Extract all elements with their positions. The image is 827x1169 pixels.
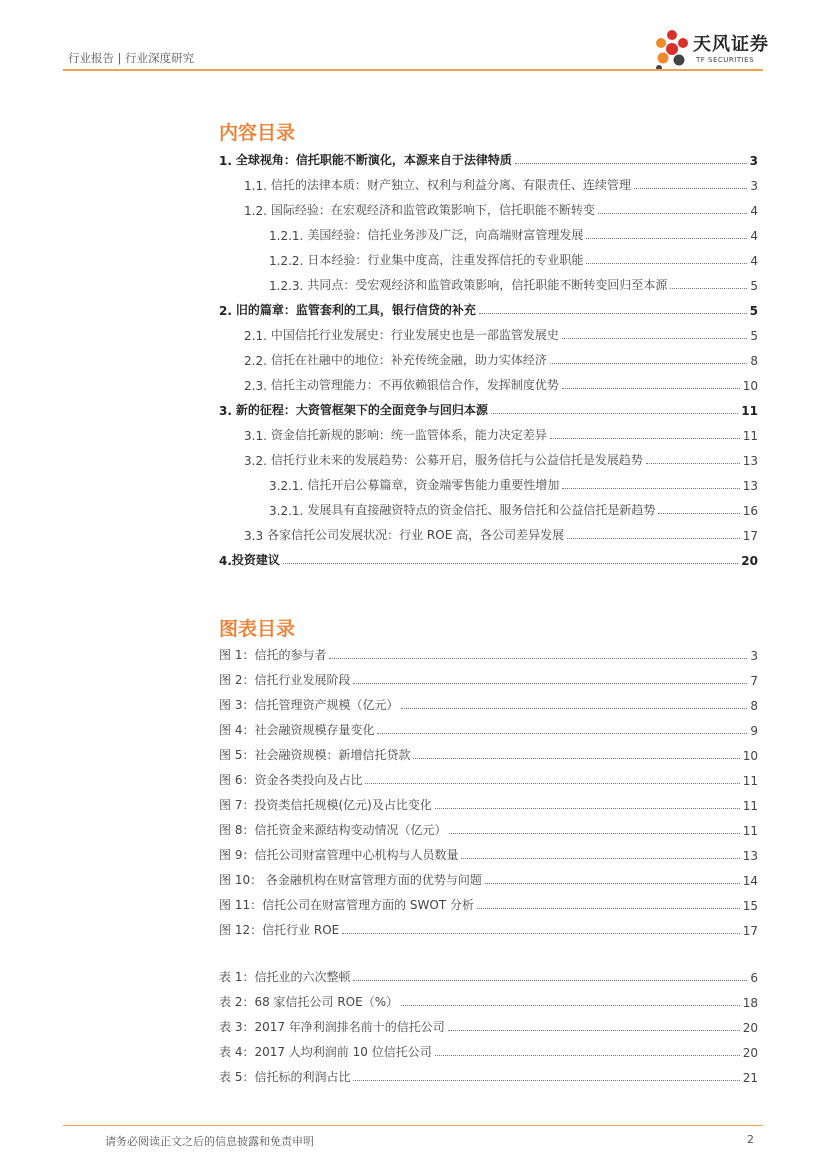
footer-disclaimer: 请务必阅读正文之后的信息披露和免责申明 [105,1135,314,1148]
figure-entry-page: 15 [742,899,758,913]
table-entry[interactable] [219,992,758,1010]
leader-dots [562,488,739,489]
logo-text-en: TF SECURITIES [696,56,755,64]
toc-entry-page: 4 [750,254,758,268]
toc-title: 内容目录 [219,122,296,144]
toc-entry-number: 3.2.1. [269,504,304,518]
figure-entry-page: 7 [750,674,758,688]
leader-dots [567,538,740,539]
toc-entry-page: 8 [750,354,758,368]
leader-dots [413,758,739,759]
leader-dots [658,513,739,514]
leader-dots [477,908,740,909]
figure-entry-text: 图 6：资金各类投向及占比 [219,773,363,787]
leader-dots [401,1005,740,1006]
figure-entry[interactable] [219,895,758,913]
toc-entry-text: 全球视角：信托职能不断演化，本源来自于法律特质 [235,153,512,167]
figure-entry-page: 11 [742,774,758,788]
figure-entry-page: 3 [750,649,758,663]
table-entry-text: 表 1：信托业的六次整顿 [219,970,351,984]
leader-dots [365,783,739,784]
table-entry-page: 6 [750,971,758,985]
leader-dots [401,708,747,709]
toc-entry-page: 10 [742,379,758,393]
footer-rule [63,1125,763,1126]
leader-dots [377,733,747,734]
figure-entry[interactable] [219,645,758,663]
figure-entry-text: 图 8：信托资金来源结构变动情况（亿元） [219,823,447,837]
figure-entry-text: 图 12：信托行业 ROE [219,923,340,937]
leader-dots [562,388,740,389]
toc-entry-page: 3 [750,179,758,193]
toc-entry[interactable] [269,275,758,293]
leader-dots [562,338,747,339]
figure-entry[interactable] [219,695,758,713]
toc-entry-page: 13 [742,479,758,493]
figure-entry[interactable] [219,870,758,888]
table-entry[interactable] [219,1042,758,1060]
toc-entry-page: 11 [741,404,758,418]
figure-entry-text: 图 4：社会融资规模存量变化 [219,723,375,737]
figure-entry-text: 图 1：信托的参与者 [219,648,327,662]
leader-dots [598,213,747,214]
toc-entry[interactable] [269,250,758,268]
figure-entry-page: 14 [742,874,758,888]
toc-entry-page: 17 [742,529,758,543]
toc-entry-text: 资金信托新规的影响：统一监管体系，能力决定差异 [270,428,547,442]
figures-title: 图表目录 [219,618,296,640]
toc-entry[interactable] [244,425,758,443]
toc-entry[interactable] [219,300,758,318]
figure-entry[interactable] [219,820,758,838]
figure-entry-text: 图 11：信托公司在财富管理方面的 SWOT 分析 [219,898,474,912]
toc-entry-page: 20 [741,554,758,568]
toc-entry-number: 2.3. [244,379,267,393]
toc-entry-number: 1.2.1. [269,229,304,243]
logo-flower-icon [652,28,692,72]
figure-entry-page: 8 [750,699,758,713]
toc-entry-text: 各家信托公司发展状况：行业 ROE 高，各公司差异发展 [267,528,565,542]
toc-entry-text: 美国经验：信托业务涉及广泛，向高端财富管理发展 [307,228,584,242]
figure-entry[interactable] [219,920,758,938]
header-breadcrumb: 行业报告 | 行业深度研究 [68,51,195,65]
leader-dots [353,1080,739,1081]
toc-entry[interactable] [244,350,758,368]
leader-dots [479,313,747,314]
toc-entry-text: 新的征程：大资管框架下的全面竞争与回归本源 [235,403,488,417]
header-rule [63,69,763,71]
toc-entry-number: 3.1. [244,429,267,443]
table-entry-text: 表 5：信托标的利润占比 [219,1070,351,1084]
table-entry-text: 表 2：68 家信托公司 ROE（%） [219,995,399,1009]
toc-entry-page: 5 [749,304,758,318]
toc-entry[interactable] [269,225,758,243]
table-entry[interactable] [219,967,758,985]
toc-entry-text: 信托的法律本质：财产独立、权利与利益分离、有限责任、连续管理 [270,178,631,192]
leader-dots [670,288,747,289]
leader-dots [283,563,738,564]
leader-dots [353,980,747,981]
toc-entry-text: 信托主动管理能力：不再依赖银信合作，发挥制度优势 [270,378,559,392]
leader-dots [449,833,739,834]
table-entry-page: 21 [742,1071,758,1085]
toc-entry-page: 13 [742,454,758,468]
table-entry[interactable] [219,1017,758,1035]
figure-entry-page: 11 [742,799,758,813]
logo-text-cn: 天风证券 [693,34,769,55]
leader-dots [550,438,740,439]
toc-entry-page: 3 [749,154,758,168]
leader-dots [491,413,738,414]
toc-entry-page: 4 [750,229,758,243]
toc-entry-number: 1.2. [244,204,267,218]
toc-entry-text: 国际经验：在宏观经济和监管政策影响下，信托职能不断转变 [270,203,595,217]
toc-entry[interactable] [244,325,758,343]
toc-entry-number: 1.2.2. [269,254,304,268]
toc-entry[interactable] [244,200,758,218]
leader-dots [342,933,739,934]
leader-dots [586,263,747,264]
figure-entry-text: 图 10： 各金融机构在财富管理方面的优势与问题 [219,873,482,887]
toc-entry-page: 4 [750,204,758,218]
figure-entry[interactable] [219,720,758,738]
toc-entry-text: 中国信托行业发展史：行业发展史也是一部监管发展史 [270,328,559,342]
toc-entry[interactable] [244,525,758,543]
toc-entry-text: 共同点：受宏观经济和监管政策影响，信托职能不断转变回归至本源 [307,278,668,292]
toc-entry[interactable] [219,400,758,418]
leader-dots [435,808,740,809]
figure-entry-page: 13 [742,849,758,863]
toc-entry-number: 3. [219,404,232,418]
table-entry-text: 表 4：2017 人均利润前 10 位信托公司 [219,1045,432,1059]
figure-entry-page: 17 [742,924,758,938]
figure-entry-page: 9 [750,724,758,738]
leader-dots [448,1030,740,1031]
toc-entry-number: 2.2. [244,354,267,368]
toc-entry-number: 4. [219,554,232,568]
toc-entry[interactable] [219,550,758,568]
figure-entry-text: 图 5：社会融资规模：新增信托贷款 [219,748,411,762]
toc-entry-page: 5 [750,329,758,343]
table-entry-page: 20 [742,1046,758,1060]
toc-entry-number: 1.2.3. [269,279,304,293]
toc-entry-number: 2.1. [244,329,267,343]
toc-entry-number: 3.3 [244,529,264,543]
toc-entry-number: 3.2.1. [269,479,304,493]
figure-entry-page: 10 [742,749,758,763]
leader-dots [329,658,747,659]
leader-dots [515,163,747,164]
table-entry-page: 18 [742,996,758,1010]
toc-entry-number: 3.2. [244,454,267,468]
table-entry[interactable] [219,1067,758,1085]
logo [652,28,769,72]
toc-entry[interactable] [269,500,758,518]
figure-entry-text: 图 3：信托管理资产规模（亿元） [219,698,399,712]
toc-entry-number: 1.1. [244,179,267,193]
figure-entry-page: 11 [742,824,758,838]
leader-dots [586,238,747,239]
figure-entry-text: 图 9：信托公司财富管理中心机构与人员数量 [219,848,459,862]
toc-entry-page: 16 [742,504,758,518]
leader-dots [485,883,740,884]
leader-dots [550,363,747,364]
figure-entry[interactable] [219,745,758,763]
toc-entry[interactable] [244,175,758,193]
leader-dots [353,683,747,684]
toc-entry-text: 信托在社融中的地位：补充传统金融，助力实体经济 [270,353,547,367]
toc-entry-text: 信托行业未来的发展趋势：公募开启，服务信托与公益信托是发展趋势 [270,453,643,467]
figure-entry[interactable] [219,670,758,688]
toc-entry[interactable] [269,475,758,493]
leader-dots [435,1055,740,1056]
leader-dots [461,858,739,859]
toc-entry[interactable] [219,150,758,168]
table-entry-page: 20 [742,1021,758,1035]
figure-entry[interactable] [219,845,758,863]
figure-entry-text: 图 2：信托行业发展阶段 [219,673,351,687]
figure-entry[interactable] [219,770,758,788]
figure-entry[interactable] [219,795,758,813]
toc-entry-page: 5 [750,279,758,293]
toc-entry-text: 信托开启公募篇章，资金端零售能力重要性增加 [307,478,560,492]
toc-entry-number: 2. [219,304,232,318]
figure-entry-text: 图 7：投资类信托规模(亿元)及占比变化 [219,798,432,812]
toc-entry-text: 投资建议 [231,553,280,567]
toc-entry-page: 11 [742,429,758,443]
toc-entry-number: 1. [219,154,232,168]
toc-entry-text: 发展具有直接融资特点的资金信托、服务信托和公益信托是新趋势 [307,503,656,517]
toc-entry[interactable] [244,450,758,468]
leader-dots [634,188,747,189]
table-entry-text: 表 3：2017 年净利润排名前十的信托公司 [219,1020,445,1034]
toc-entry[interactable] [244,375,758,393]
footer-page-number: 2 [747,1133,754,1146]
leader-dots [646,463,740,464]
toc-entry-text: 旧的篇章：监管套利的工具，银行信贷的补充 [235,303,476,317]
toc-entry-text: 日本经验：行业集中度高，注重发挥信托的专业职能 [307,253,584,267]
